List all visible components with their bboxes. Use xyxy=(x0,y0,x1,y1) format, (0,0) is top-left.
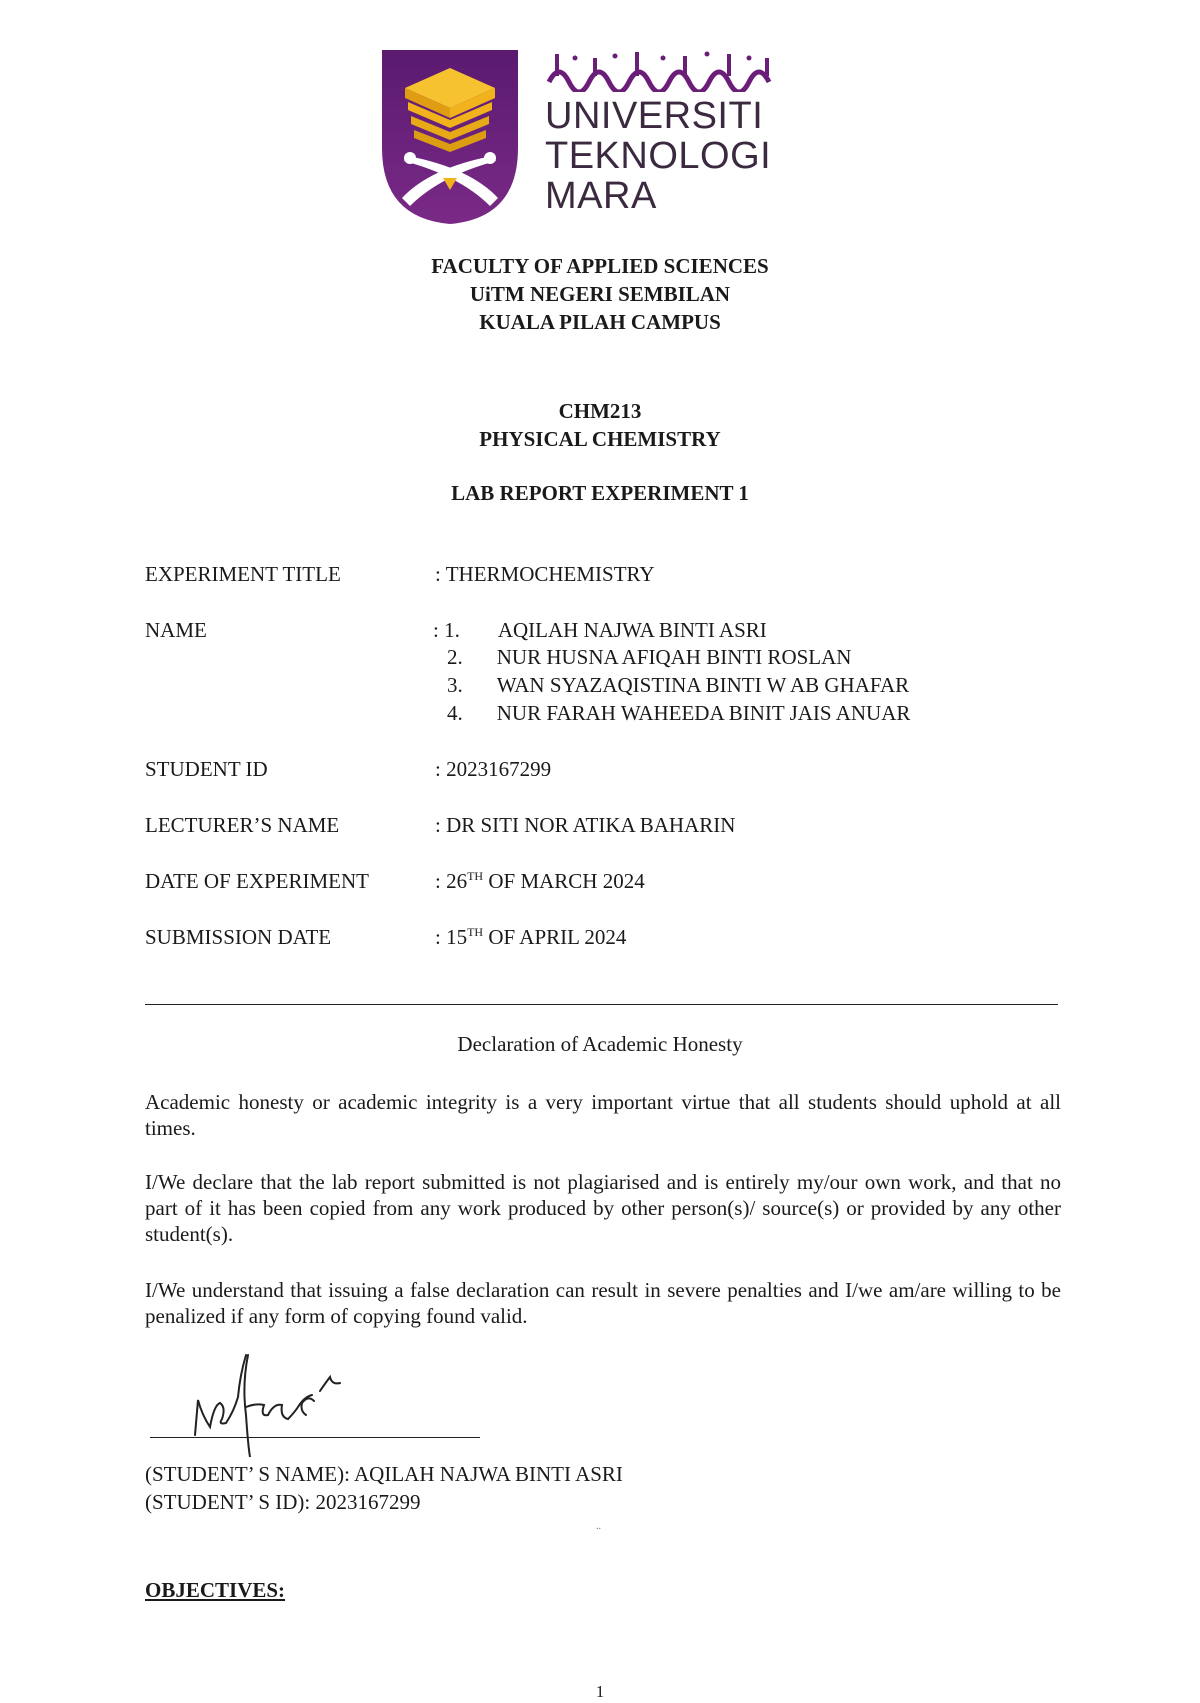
student-id-value: : 2023167299 xyxy=(435,757,552,781)
course-code: CHM213 xyxy=(558,399,642,423)
name-list-item xyxy=(447,645,1047,670)
declaration-title: Declaration of Academic Honesty xyxy=(457,1032,743,1056)
student-name: NUR HUSNA AFIQAH BINTI ROSLAN xyxy=(496,645,852,669)
section-divider xyxy=(145,1004,1058,1005)
date-month-year: OF MARCH 2024 xyxy=(483,869,645,893)
student-name: WAN SYAZAQISTINA BINTI W AB GHAFAR xyxy=(496,673,910,697)
uitm-logo xyxy=(380,48,800,224)
submission-date-label: SUBMISSION DATE xyxy=(145,925,332,949)
lecturer-value: : DR SITI NOR ATIKA BAHARIN xyxy=(435,813,736,837)
uitm-crest-icon xyxy=(380,48,520,224)
declaration-paragraph-1: Academic honesty or academic integrity is a very important virtue that all students should uphold at all times. xyxy=(145,1090,1061,1140)
name-list-item xyxy=(447,701,1047,726)
submission-day: : 15 xyxy=(435,925,468,949)
logo-line-universiti: UNIVERSITI xyxy=(545,95,764,137)
submission-month-year: OF APRIL 2024 xyxy=(483,925,627,949)
date-ordinal: TH xyxy=(467,869,484,883)
objectives-heading: OBJECTIVES: xyxy=(145,1578,286,1602)
date-of-experiment-value xyxy=(435,869,645,894)
arabic-script-logotype xyxy=(545,48,777,92)
experiment-title-label: EXPERIMENT TITLE xyxy=(145,562,341,586)
experiment-title-value: : THERMOCHEMISTRY xyxy=(435,562,655,586)
name-list-item xyxy=(433,618,1033,643)
logo-line-teknologi: TEKNOLOGI xyxy=(545,135,772,177)
name-list-item xyxy=(447,673,1047,698)
handwritten-signature xyxy=(190,1345,360,1457)
student-id-label: STUDENT ID xyxy=(145,757,268,781)
campus-heading: KUALA PILAH CAMPUS xyxy=(479,310,721,334)
page-number: 1 xyxy=(595,1682,605,1701)
name-label: NAME xyxy=(145,618,207,642)
date-day: : 26 xyxy=(435,869,468,893)
stray-mark: .. xyxy=(596,1521,601,1532)
course-name: PHYSICAL CHEMISTRY xyxy=(479,427,721,451)
campus-state-heading: UiTM NEGERI SEMBILAN xyxy=(469,282,731,306)
declaration-paragraph-2: I/We declare that the lab report submitted is not plagiarised and is entirely my/our own work, and that no part of it has been copied from any work produced by other person(s)/ source(s) or provided by any other student(s). xyxy=(145,1170,1061,1246)
signature-student-name: (STUDENT’ S NAME): AQILAH NAJWA BINTI ASRI xyxy=(145,1462,623,1486)
signature-student-id: (STUDENT’ S ID): 2023167299 xyxy=(145,1490,421,1514)
signature-line xyxy=(150,1437,480,1438)
name-number: 3. xyxy=(447,673,463,697)
name-number: : 1. xyxy=(433,618,460,642)
name-number: 2. xyxy=(447,645,463,669)
submission-date-value xyxy=(435,925,626,950)
name-number: 4. xyxy=(447,701,463,725)
declaration-paragraph-3: I/We understand that issuing a false declaration can result in severe penalties and I/we am/are willing to be penalized if any form of copying found valid. xyxy=(145,1278,1061,1328)
date-of-experiment-label: DATE OF EXPERIMENT xyxy=(145,869,369,893)
submission-ordinal: TH xyxy=(467,925,484,939)
faculty-heading: FACULTY OF APPLIED SCIENCES xyxy=(431,254,769,278)
report-title: LAB REPORT EXPERIMENT 1 xyxy=(451,481,749,505)
student-name: AQILAH NAJWA BINTI ASRI xyxy=(497,618,767,642)
student-name: NUR FARAH WAHEEDA BINIT JAIS ANUAR xyxy=(496,701,911,725)
lecturer-label: LECTURER’S NAME xyxy=(145,813,340,837)
logo-line-mara: MARA xyxy=(545,175,657,217)
